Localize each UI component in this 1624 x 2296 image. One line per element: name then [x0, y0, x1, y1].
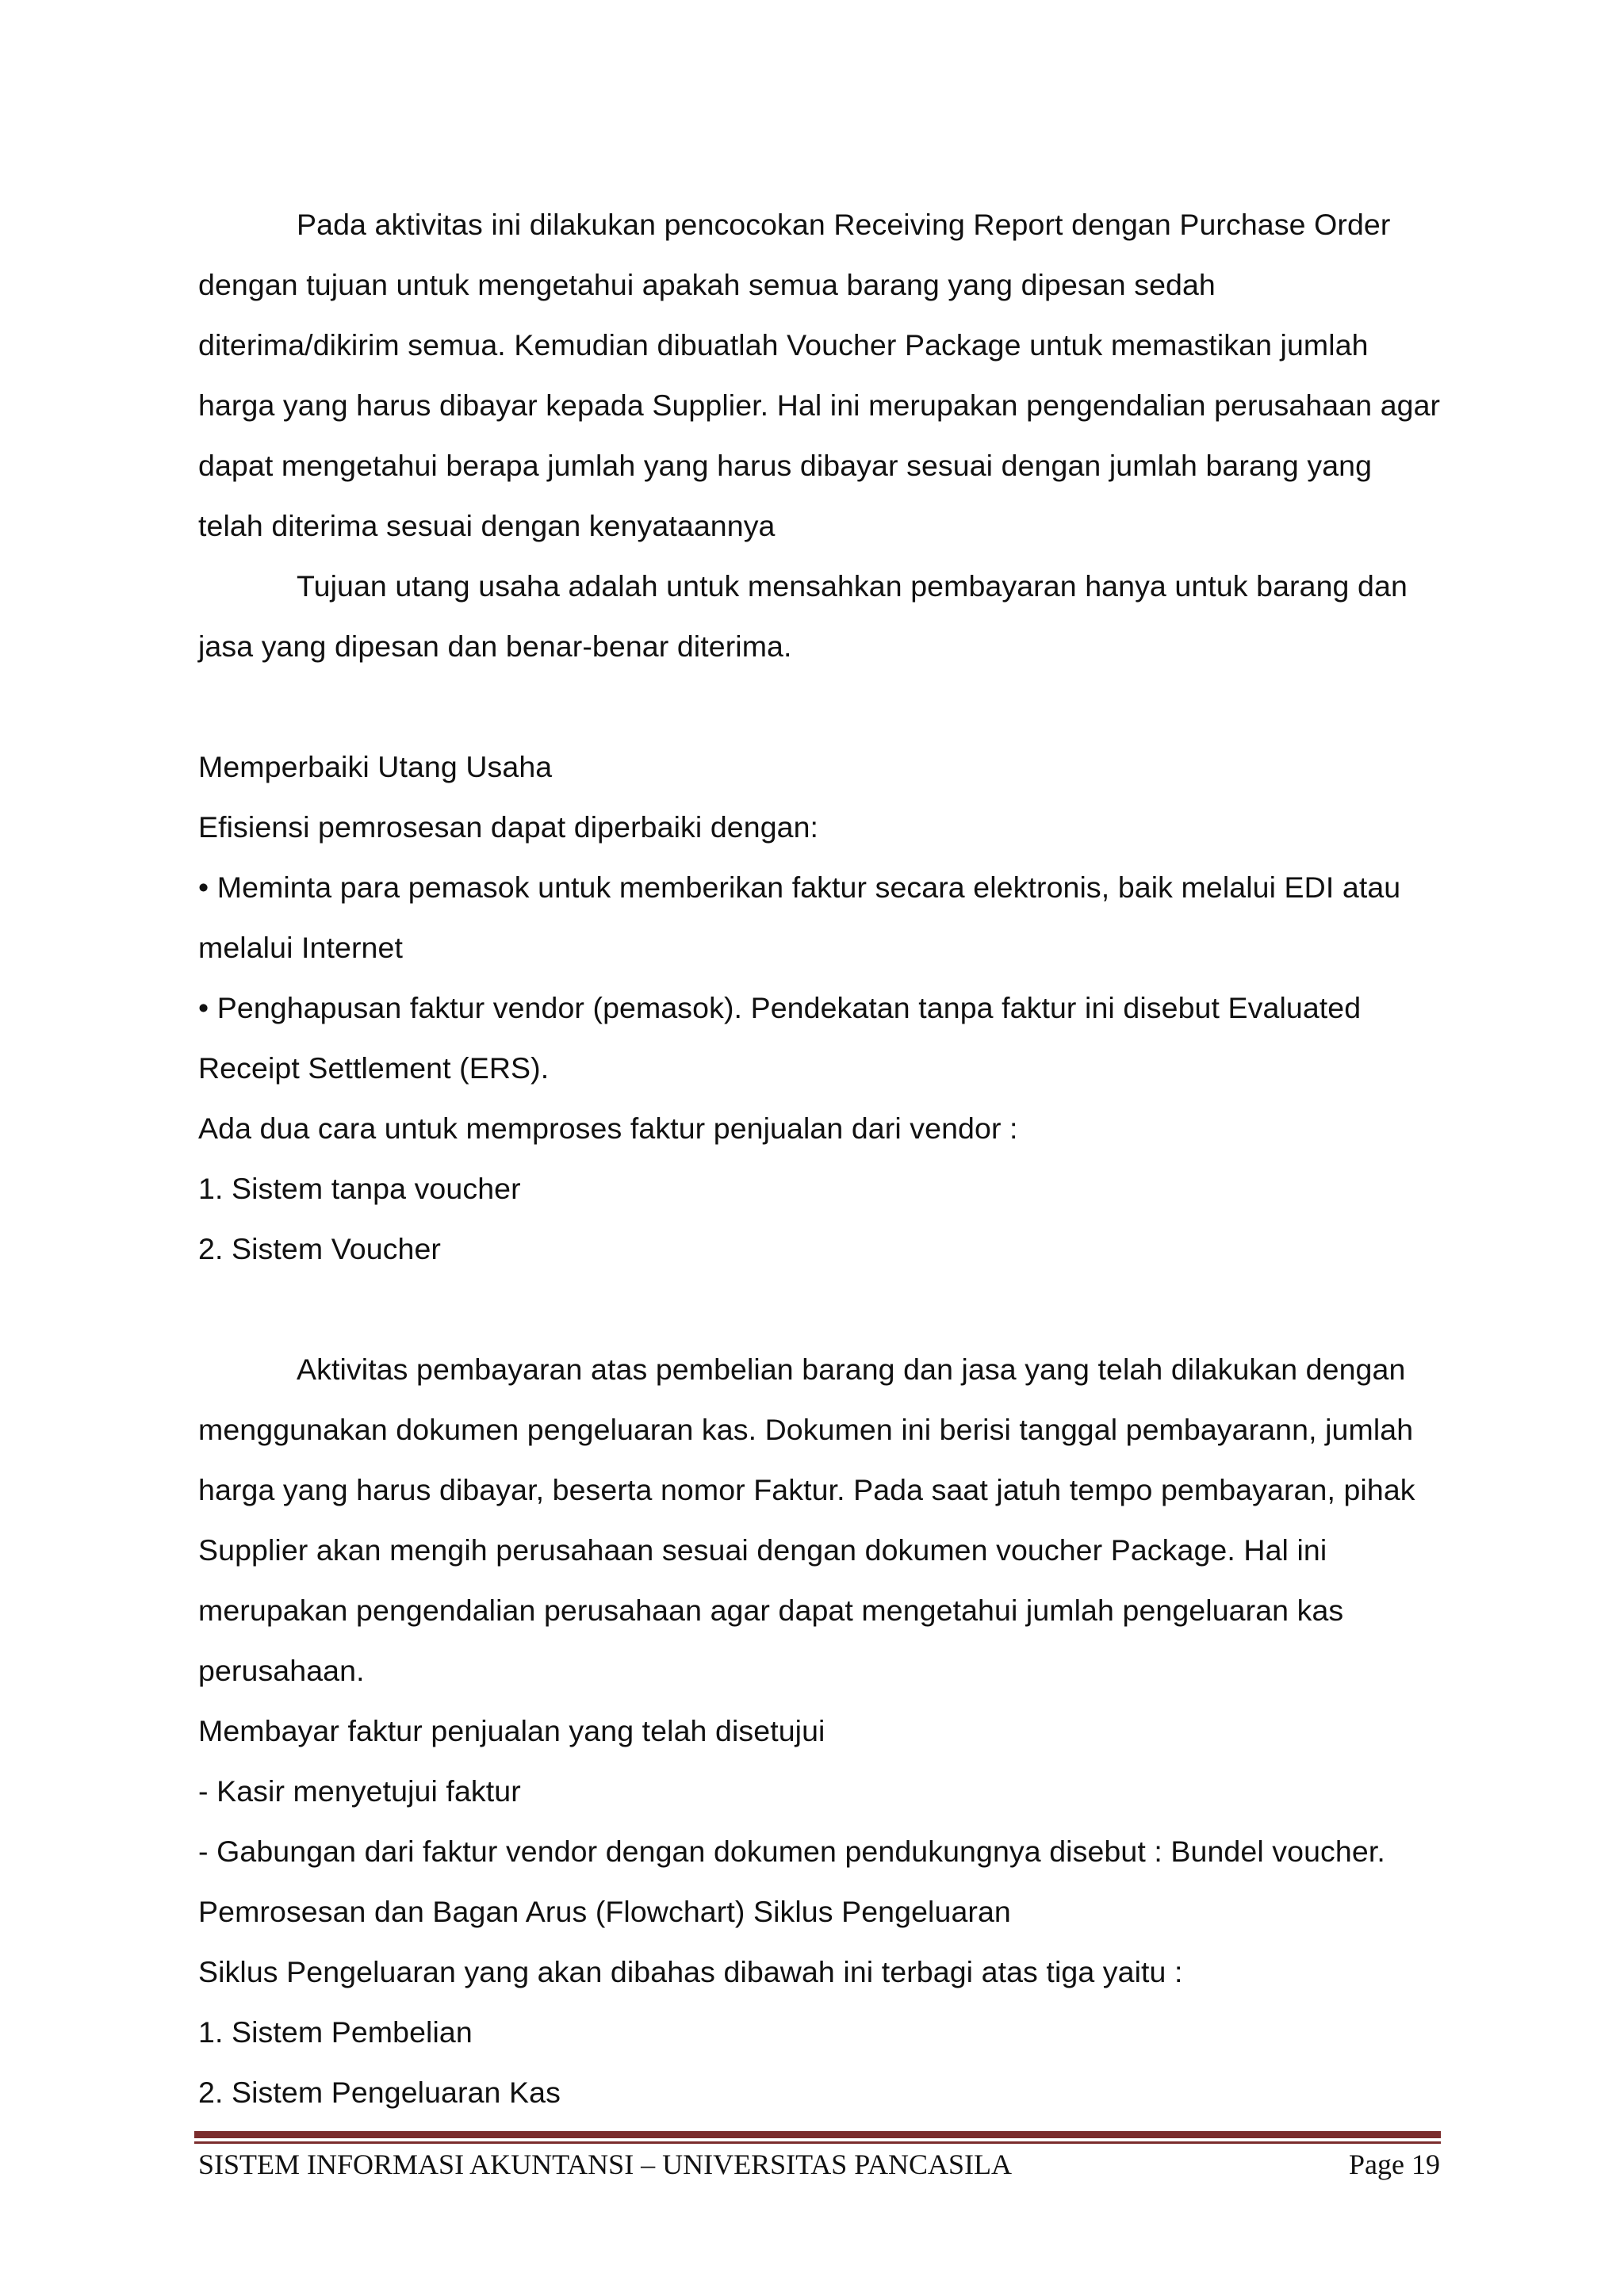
- list-item: 2. Sistem Pengeluaran Kas: [198, 2076, 561, 2109]
- text-line: harga yang harus dibayar kepada Supplier. Hal ini merupakan pengendalian perusahaan agar: [198, 388, 1441, 422]
- list-efisiensi: [198, 797, 1443, 1279]
- list-item: • Meminta para pemasok untuk memberikan faktur secara elektronis, baik melalui EDI atau: [198, 871, 1401, 904]
- list-item: • Penghapusan faktur vendor (pemasok). Pendekatan tanpa faktur ini disebut Evaluated: [198, 991, 1362, 1024]
- text-line: Pemrosesan dan Bagan Arus (Flowchart) Siklus Pengeluaran: [198, 1895, 1011, 1928]
- list-membayar-faktur: [198, 1701, 1443, 2122]
- text-line: Tujuan utang usaha adalah untuk mensahkan pembayaran hanya untuk barang dan: [297, 569, 1408, 603]
- text-line: Aktivitas pembayaran atas pembelian barang dan jasa yang telah dilakukan dengan: [297, 1353, 1406, 1386]
- text-line: diterima/dikirim semua. Kemudian dibuatlah Voucher Package untuk memastikan jumlah: [198, 328, 1369, 362]
- text-line: perusahaan.: [198, 1654, 365, 1687]
- paragraph-utang-usaha-purpose: [198, 556, 1443, 676]
- text-line: harga yang harus dibayar, beserta nomor Faktur. Pada saat jatuh tempo pembayaran, pihak: [198, 1473, 1415, 1506]
- footer-rule-thick: [194, 2131, 1441, 2138]
- text-line: telah diterima sesuai dengan kenyataannya: [198, 509, 776, 542]
- paragraph-pembayaran: [198, 1339, 1443, 1701]
- text-line: Efisiensi pemrosesan dapat diperbaiki dengan:: [198, 810, 819, 844]
- document-body: [198, 194, 1443, 2122]
- text-line: Ada dua cara untuk memproses faktur penjualan dari vendor :: [198, 1112, 1018, 1145]
- text-line: Receipt Settlement (ERS).: [198, 1051, 550, 1085]
- text-line: menggunakan dokumen pengeluaran kas. Dokumen ini berisi tanggal pembayarann, jumlah: [198, 1413, 1414, 1446]
- text-line: Siklus Pengeluaran yang akan dibahas dibawah ini terbagi atas tiga yaitu :: [198, 1955, 1183, 1988]
- text-line: dapat mengetahui berapa jumlah yang harus dibayar sesuai dengan jumlah barang yang: [198, 449, 1373, 482]
- spacer: [198, 676, 1443, 737]
- text-line: merupakan pengendalian perusahaan agar dapat mengetahui jumlah pengeluaran kas: [198, 1594, 1344, 1627]
- heading-memperbaiki-utang-usaha: Memperbaiki Utang Usaha: [198, 750, 553, 783]
- list-item: 1. Sistem tanpa voucher: [198, 1172, 521, 1205]
- paragraph-receiving-report: [198, 194, 1443, 556]
- text-line: dengan tujuan untuk mengetahui apakah semua barang yang dipesan sedah: [198, 268, 1216, 301]
- text-line: Pada aktivitas ini dilakukan pencocokan Receiving Report dengan Purchase Order: [297, 208, 1391, 241]
- text-line: Supplier akan mengih perusahaan sesuai dengan dokumen voucher Package. Hal ini: [198, 1533, 1327, 1567]
- page-footer: [198, 2141, 1440, 2188]
- list-item: 2. Sistem Voucher: [198, 1232, 442, 1265]
- footer-title: SISTEM INFORMASI AKUNTANSI – UNIVERSITAS PANCASILA: [198, 2149, 1013, 2180]
- list-item: 1. Sistem Pembelian: [198, 2015, 473, 2049]
- list-item: - Kasir menyetujui faktur: [198, 1774, 521, 1808]
- list-item: - Gabungan dari faktur vendor dengan dokumen pendukungnya disebut : Bundel voucher.: [198, 1835, 1385, 1868]
- page-number: Page 19: [1349, 2149, 1440, 2180]
- text-line: Membayar faktur penjualan yang telah disetujui: [198, 1714, 825, 1747]
- text-line: melalui Internet: [198, 931, 403, 964]
- text-line: jasa yang dipesan dan benar-benar diterima.: [198, 629, 792, 663]
- spacer: [198, 1279, 1443, 1339]
